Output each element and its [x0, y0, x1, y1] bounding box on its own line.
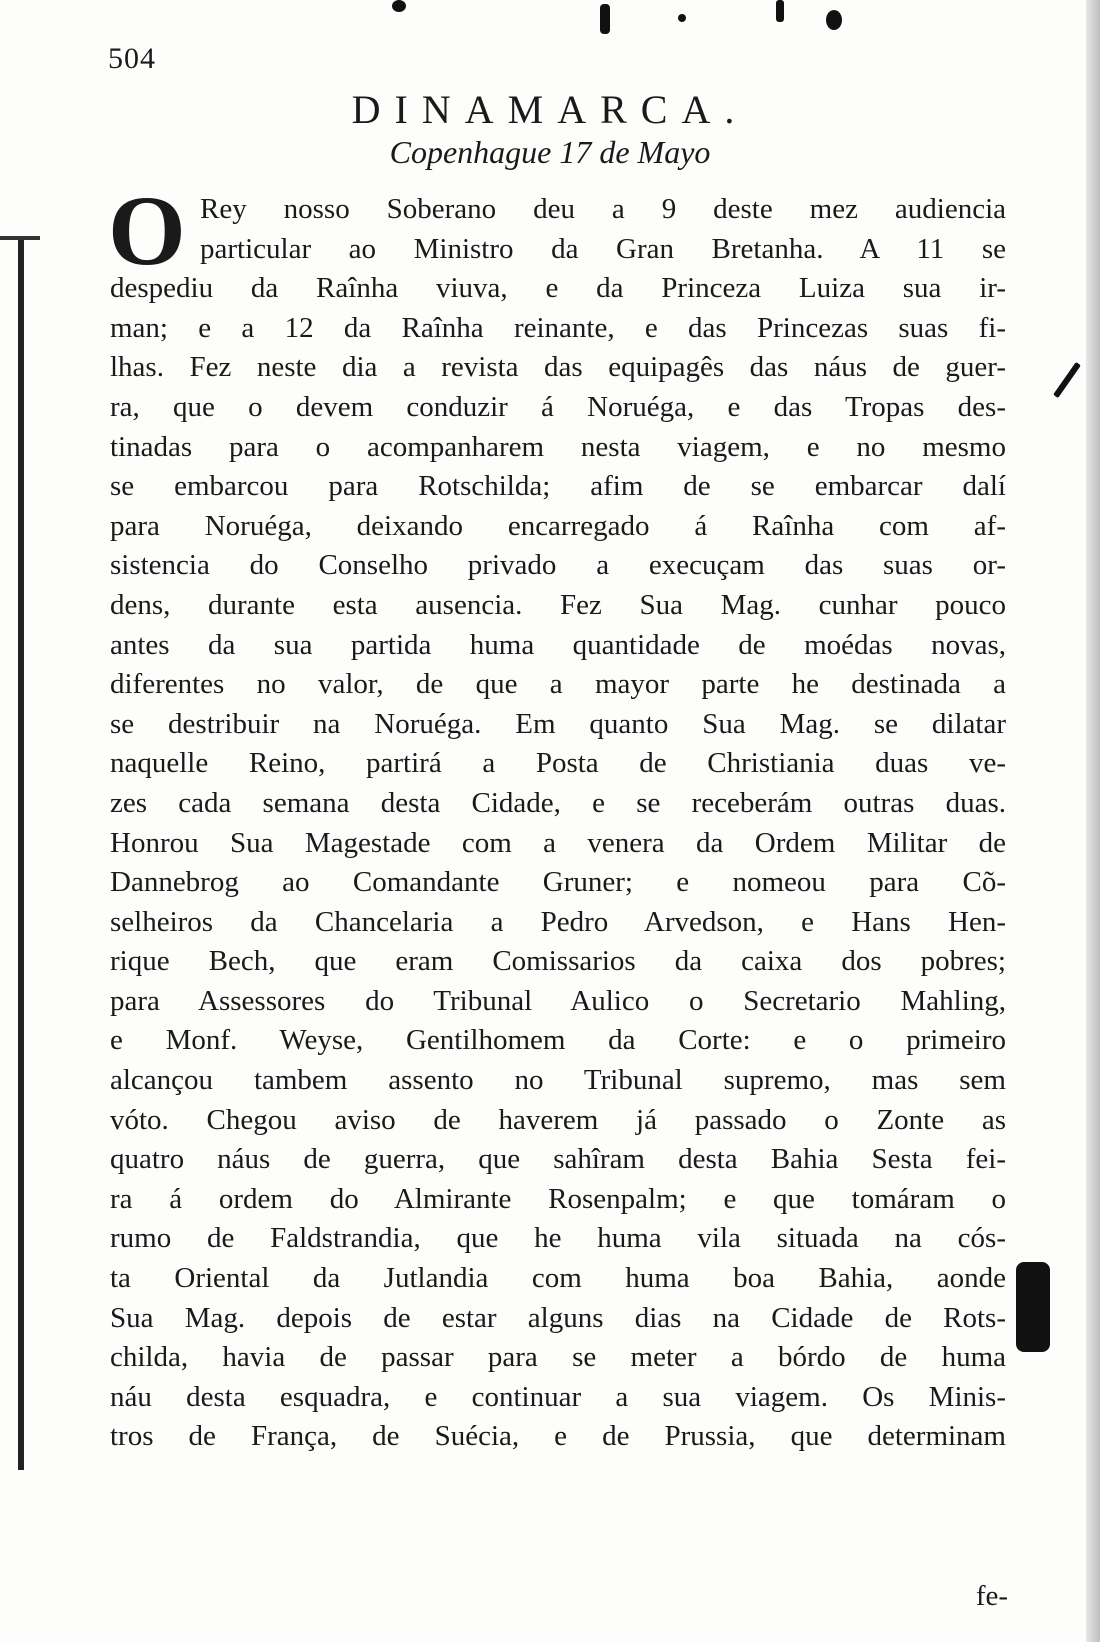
- text-line: dens, durante esta ausencia. Fez Sua Mag. cunhar pouco: [110, 588, 1006, 621]
- ink-blot: [1053, 362, 1081, 398]
- text-line: para Noruéga, deixando encarregado á Raînha com af-: [110, 509, 1006, 542]
- text-line: para Assessores do Tribunal Aulico o Secretario Mahling,: [110, 984, 1006, 1017]
- text-line: Dannebrog ao Comandante Gruner; e nomeou para Cõ-: [110, 866, 1006, 899]
- text-line: man; e a 12 da Raînha reinante, e das Princezas suas fi-: [110, 311, 1006, 344]
- catchword: fe-: [975, 1580, 1008, 1612]
- text-line: alcançou tambem assento no Tribunal supremo, mas sem: [110, 1064, 1006, 1097]
- ink-blot: [392, 0, 406, 12]
- text-line: zes cada semana desta Cidade, e se receberám outras duas.: [110, 786, 1006, 819]
- text-line: naquelle Reino, partirá a Posta de Christiania duas ve-: [110, 747, 1006, 780]
- text-line: ra á ordem do Almirante Rosenpalm; e que tomáram o: [110, 1182, 1006, 1215]
- ink-blot: [826, 10, 842, 30]
- text-line: quatro náus de guerra, que sahîram desta Bahia Sesta fei-: [110, 1143, 1006, 1176]
- ink-blot: [678, 14, 686, 22]
- drop-cap: O: [108, 175, 186, 286]
- text-line: se destribuir na Noruéga. Em quanto Sua Mag. se dilatar: [110, 707, 1006, 740]
- text-line: antes da sua partida huma quantidade de moédas novas,: [110, 628, 1006, 661]
- text-line: rique Bech, que eram Comissarios da caixa dos pobres;: [110, 945, 1006, 978]
- text-line: vóto. Chegou aviso de haverem já passado o Zonte as: [110, 1103, 1006, 1136]
- article-body: [110, 190, 1006, 1457]
- text-line: rumo de Faldstrandia, que he huma vila situada na cós-: [110, 1222, 1006, 1255]
- text-line: lhas. Fez neste dia a revista das equipagês das náus de guer-: [110, 351, 1006, 384]
- text-line: náu desta esquadra, e continuar a sua viagem. Os Minis-: [110, 1380, 1006, 1413]
- left-margin-rule: [18, 240, 24, 1470]
- text-line: tros de França, de Suécia, e de Prussia, que determinam: [110, 1420, 1006, 1453]
- text-line: particular ao Ministro da Gran Bretanha. A 11 se: [200, 232, 1006, 265]
- text-line: tinadas para o acompanharem nesta viagem, e no mesmo: [110, 430, 1006, 463]
- text-line: sistencia do Conselho privado a execuçam das suas or-: [110, 549, 1006, 582]
- section-title: DINAMARCA.: [351, 87, 749, 132]
- text-line: ra, que o devem conduzir á Noruéga, e das Tropas des-: [110, 390, 1006, 423]
- text-line: diferentes no valor, de que a mayor parte he destinada a: [110, 668, 1006, 701]
- text-line: Honrou Sua Magestade com a venera da Ordem Militar de: [110, 826, 1006, 859]
- text-line: childa, havia de passar para se meter a bórdo de huma: [110, 1341, 1006, 1374]
- ink-blot: [1016, 1262, 1050, 1352]
- page-edge-shadow: [1086, 0, 1100, 1642]
- text-line: ta Oriental da Jutlandia com huma boa Bahia, aonde: [110, 1262, 1006, 1295]
- text-line: Sua Mag. depois de estar alguns dias na Cidade de Rots-: [110, 1301, 1006, 1334]
- text-line: se embarcou para Rotschilda; afim de se embarcar dalí: [110, 470, 1006, 503]
- text-line: Rey nosso Soberano deu a 9 deste mez audiencia: [200, 193, 1006, 225]
- dateline: Copenhague 17 de Mayo: [389, 134, 711, 170]
- text-line: selheiros da Chancelaria a Pedro Arvedson, e Hans Hen-: [110, 905, 1006, 938]
- ink-blot: [776, 0, 784, 22]
- ink-blot: [600, 4, 610, 34]
- text-line: despediu da Raînha viuva, e da Princeza Luiza sua ir-: [110, 272, 1006, 305]
- page-number: 504: [108, 42, 156, 75]
- text-line: e Monf. Weyse, Gentilhomem da Corte: e o primeiro: [110, 1024, 1006, 1057]
